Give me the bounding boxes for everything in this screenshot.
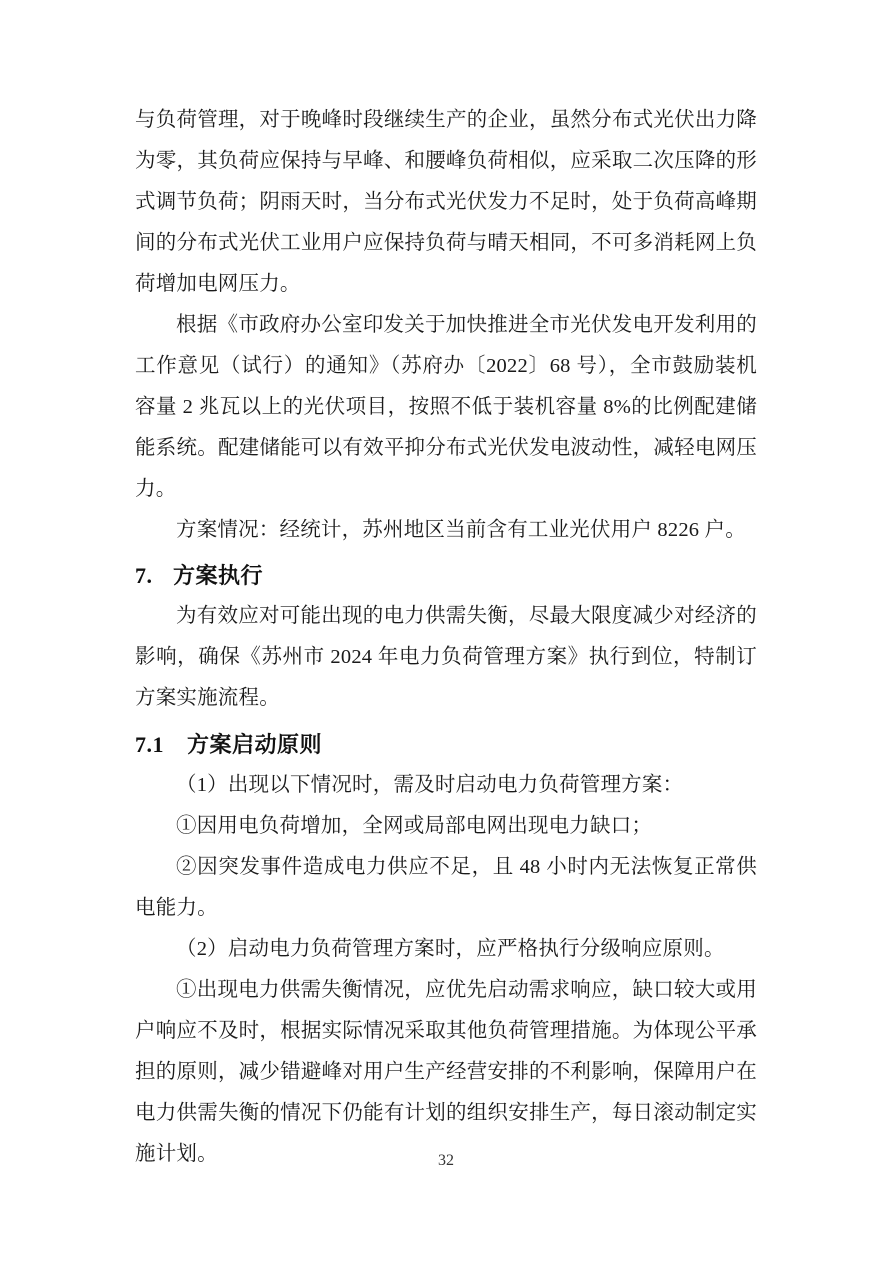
section-heading-7-1 xyxy=(135,724,757,765)
paragraph: （1）出现以下情况时，需及时启动电力负荷管理方案： xyxy=(176,774,684,796)
paragraph: 与负荷管理，对于晚峰时段继续生产的企业，虽然分布式光伏出力降为零，其负荷应保持与早峰、和腰峰负荷相似，应采取二次压降的形式调节负荷；阴雨天时，当分布式光伏发力不足时，处于负荷高峰期间的分布式光伏工业用户应保持负荷与晴天相同，不可多消耗网上负荷增加电网压力。 xyxy=(135,109,757,295)
page-number: 32 xyxy=(438,1152,454,1169)
paragraph: 根据《市政府办公室印发关于加快推进全市光伏发电开发利用的工作意见（试行）的通知》（苏府办〔2022〕68 号），全市鼓励装机容量 2 兆瓦以上的光伏项目，按照不低于装机容量 8%的比例配建储能系统。配建储能可以有效平抑分布式光伏发电波动性，减轻电网压力。 xyxy=(135,314,757,500)
subsection-title: 方案启动原则 xyxy=(187,732,323,757)
paragraph: ①出现电力供需失衡情况，应优先启动需求响应，缺口较大或用户响应不及时，根据实际情况采取其他负荷管理措施。为体现公平承担的原则，减少错避峰对用户生产经营安排的不利影响，保障用户在电力供需失衡的情况下仍能有计划的组织安排生产，每日滚动制定实施计划。 xyxy=(135,979,757,1165)
page-content xyxy=(135,100,757,1175)
paragraph: 方案情况：经统计，苏州地区当前含有工业光伏用户 8226 户。 xyxy=(176,519,746,541)
paragraph: ②因突发事件造成电力供应不足，且 48 小时内无法恢复正常供电能力。 xyxy=(135,856,757,919)
paragraph: （2）启动电力负荷管理方案时，应严格执行分级响应原则。 xyxy=(176,938,725,960)
subsection-number: 7.1 xyxy=(135,732,164,757)
paragraph: 为有效应对可能出现的电力供需失衡，尽最大限度减少对经济的影响，确保《苏州市 2024 年电力负荷管理方案》执行到位，特制订方案实施流程。 xyxy=(135,605,757,709)
paragraph: ①因用电负荷增加，全网或局部电网出现电力缺口； xyxy=(176,815,653,837)
section-heading-7 xyxy=(135,555,757,596)
section-title: 方案执行 xyxy=(173,563,264,588)
section-number: 7. xyxy=(135,563,153,588)
